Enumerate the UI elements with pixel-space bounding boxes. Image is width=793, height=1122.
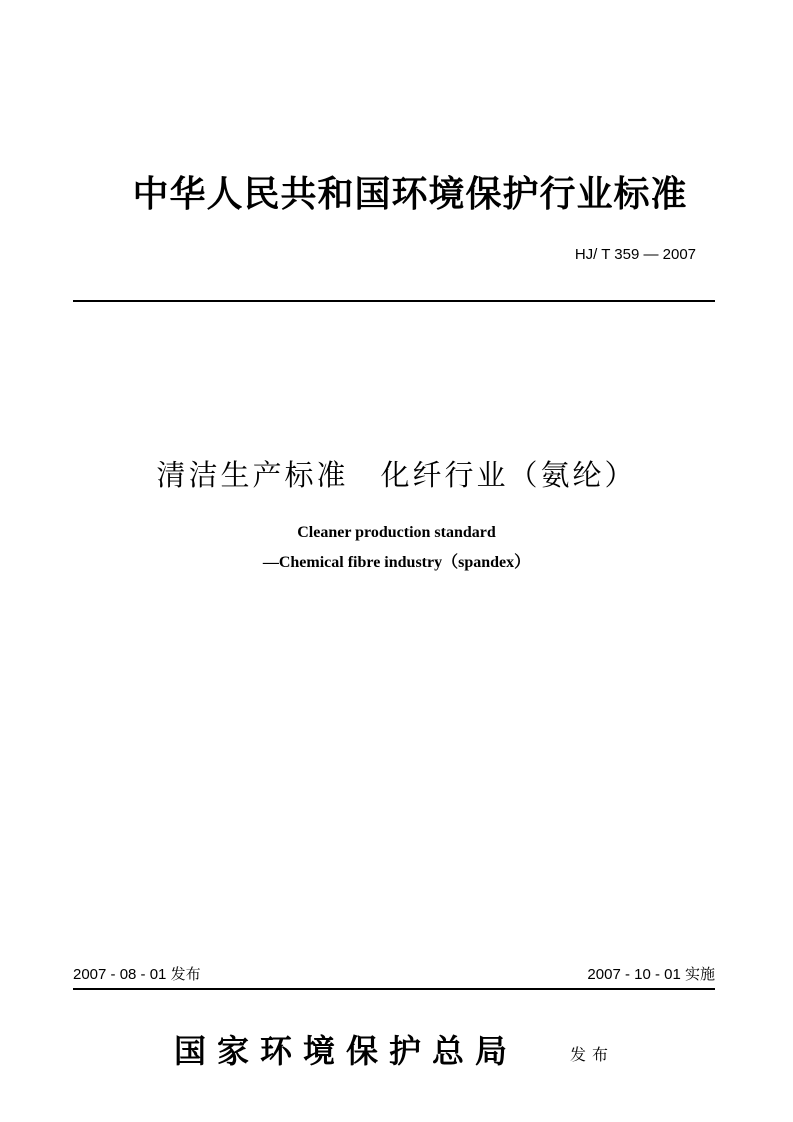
bottom-divider [73, 988, 715, 990]
document-title-english-line2: —Chemical fibre industry（spandex） [262, 554, 531, 571]
document-title-chinese: 清洁生产标准 化纤行业（氨纶） [156, 458, 637, 492]
document-title-english-line1: Cleaner production standard [297, 524, 496, 541]
implementation-date: 2007 - 10 - 01 实施 [587, 966, 715, 983]
standard-number: HJ/ T 359 — 2007 [574, 246, 696, 263]
publish-label: 发布 [570, 1045, 615, 1064]
publisher-name: 国家环境保护总局 [174, 1032, 519, 1070]
standard-type-heading: 中华人民共和国环境保护行业标准 [132, 173, 688, 215]
top-divider [73, 300, 715, 302]
issue-date: 2007 - 08 - 01 发布 [73, 966, 201, 983]
